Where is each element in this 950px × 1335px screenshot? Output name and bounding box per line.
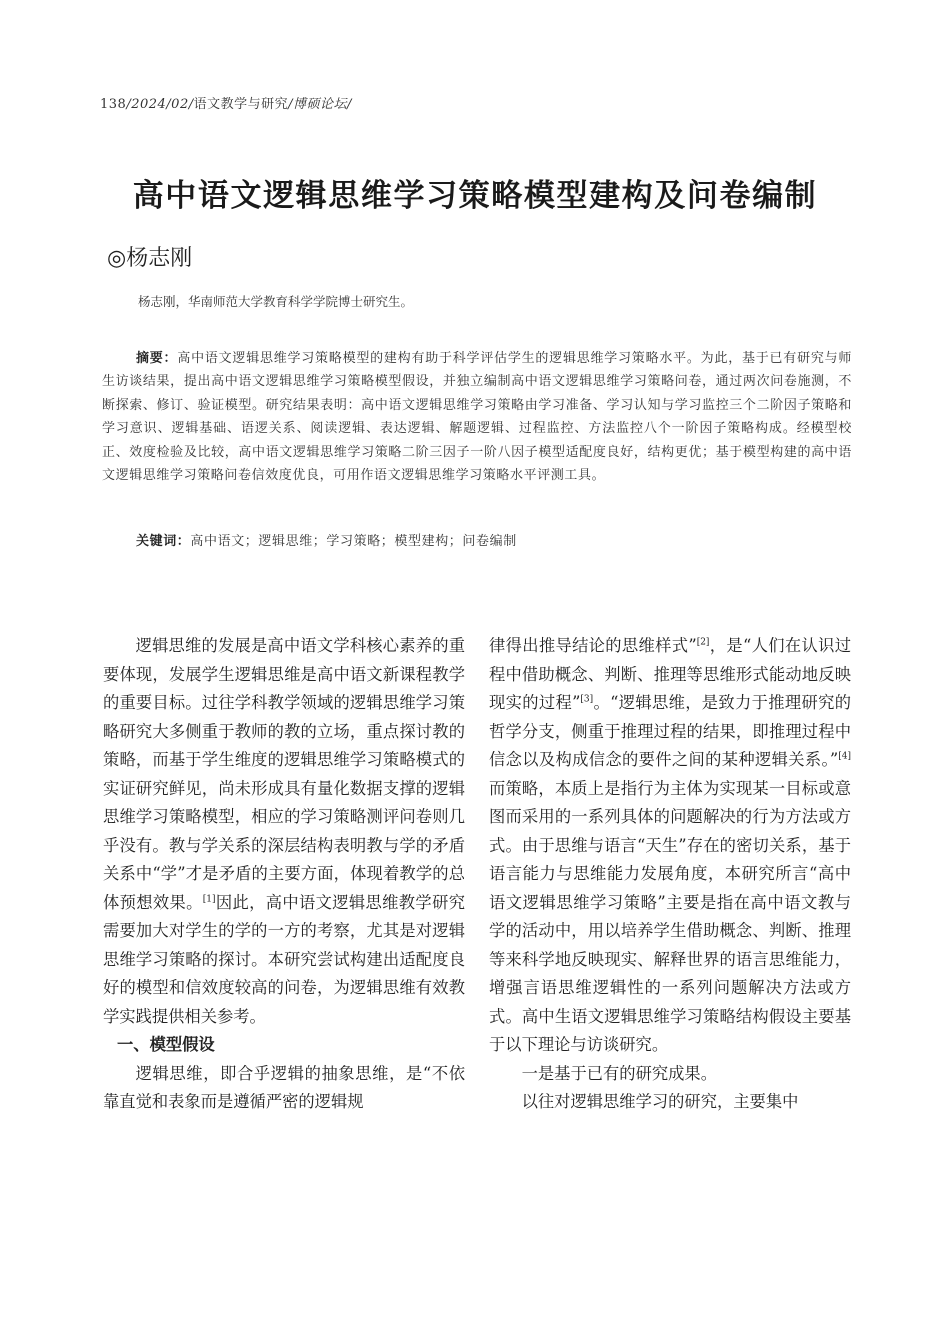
citation-ref: [4] [838,751,851,762]
paragraph [489,632,851,1060]
keywords-text: 高中语文；逻辑思维；学习策略；模型建构；问卷编制 [190,534,517,549]
paragraph: 以往对逻辑思维学习的研究，主要集中 [521,1092,799,1111]
section-heading: 一、模型假设 [117,1035,215,1054]
left-column [103,632,465,1117]
paragraph-text: 逻辑思维的发展是高中语文学科核心素养的重要体现，发展学生逻辑思维是高中语文新课程教学的重要目标。过往学科教学领域的逻辑思维学习策略研究大多侧重于教师的教的立场，重点探讨教的策略，而基于学生维度的逻辑思维学习策略模式的实证研究鲜见，尚未形成具有量化数据支撑的逻辑思维学习策略模型，相应的学习策略测评问卷则几乎没有。教与学关系的深层结构表明教与学的矛盾关系中“学”才是矛盾的主要方面，体现着教学的总体预想效果。 [103,636,465,912]
paragraph-text: 。“逻辑思维，是致力于推理研究的哲学分支，侧重于推理过程的结果，即推理过程中信念以及构成信念的要件之间的某种逻辑关系。” [489,693,851,769]
keywords [136,530,517,549]
article-title: 高中语文逻辑思维学习策略模型建构及问卷编制 [132,178,818,214]
citation-ref: [2] [696,637,710,648]
paragraph-text: 律得出推导结论的思维样式” [489,636,697,655]
journal-name: 语文教学与研究 [193,97,289,112]
keywords-label: 关键词： [136,534,191,549]
abstract-text: 高中语文逻辑思维学习策略模型的建构有助于科学评估学生的逻辑思维学习策略水平。为此，基于已有研究与师生访谈结果，提出高中语文逻辑思维学习策略模型假设，并独立编制高中语文逻辑思维学习策略问卷，通过两次问卷施测，不断探索、修订、验证模型。研究结果表明：高中语文逻辑思维学习策略由学习准备、学习认知与学习监控三个二阶因子策略和学习意识、逻辑基础、语逻关系、阅读逻辑、表达逻辑、解题逻辑、过程监控、方法监控八个一阶因子策略构成。经模型校正、效度检验及比较，高中语文逻辑思维学习策略二阶三因子一阶八因子模型适配度良好，结构更优；基于模型构建的高中语文逻辑思维学习策略问卷信效度优良，可用作语文逻辑思维学习策略水平评测工具。 [102,351,852,484]
issue-number: /2024/02/ [126,97,194,112]
paragraph-text: ，是“人们在认识过程中借助概念、判断、推理等思维形式能动地反映现实的过程” [489,636,851,712]
paragraph-text: 因此，高中语文逻辑思维教学研究需要加大对学生的学的一方的考察，尤其是对逻辑思维学习策略的探讨。本研究尝试构建出适配度良好的模型和信效度较高的问卷，为逻辑思维有效教学实践提供相关参考。 [103,892,465,1026]
abstract-label: 摘要： [136,351,178,366]
abstract [102,347,852,487]
right-column [489,632,851,1117]
citation-ref: [3] [580,694,594,705]
paragraph: 逻辑思维，即合乎逻辑的抽象思维，是“不依靠直觉和表象而是遵循严密的逻辑规 [103,1063,465,1111]
paragraph [103,632,465,1031]
author-name: ◎杨志刚 [107,246,193,271]
page-number: 138 [100,97,127,112]
paragraph: 一是基于已有的研究成果。 [521,1063,717,1083]
running-header [100,93,352,112]
citation-ref: [1] [202,894,216,905]
paragraph-text: 而策略，本质上是指行为主体为实现某一目标或意图而采用的一系列具体的问题解决的行为方法或方式。由于思维与语言“天生”存在的密切关系，基于语言能力与思维能力发展角度，本研究所言“高中语文逻辑思维学习策略”主要是指在高中语文教与学的活动中，用以培养学生借助概念、判断、推理等来科学地反映现实、解释世界的语言思维能力，增强言语思维逻辑性的一系列问题解决方法或方式。高中生语文逻辑思维学习策略结构假设主要基于以下理论与访谈研究。 [489,778,851,1054]
section-name: /博硕论坛/ [288,97,352,112]
author-affiliation: 杨志刚，华南师范大学教育科学学院博士研究生。 [138,294,414,309]
